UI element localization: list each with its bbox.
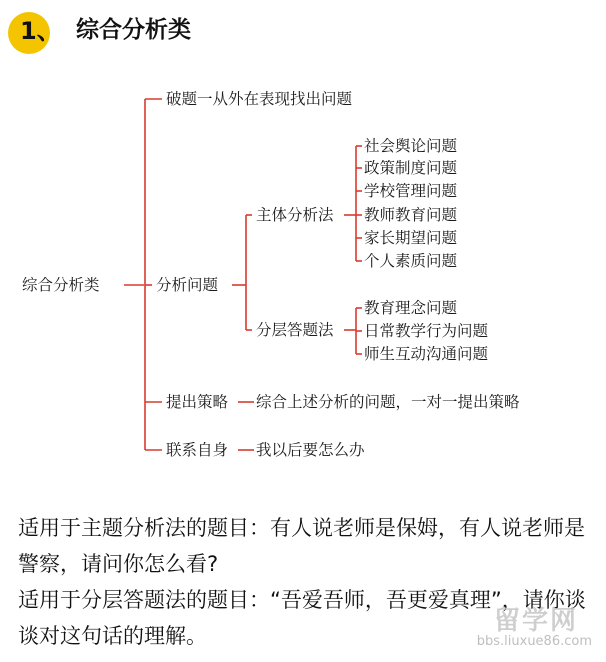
strategy-detail: 综合上述分析的问题，一对一提出策略 xyxy=(256,393,520,411)
branch-relate-self: 联系自身 xyxy=(166,441,229,459)
method-subject-analysis: 主体分析法 xyxy=(256,206,334,224)
watermark-url: bbs.liuxue86.com xyxy=(476,634,592,649)
item-school-management: 学校管理问题 xyxy=(364,182,458,200)
item-teacher-education: 教师教育问题 xyxy=(364,206,458,224)
branch-analyze-problems: 分析问题 xyxy=(156,276,219,294)
item-social-opinion: 社会舆论问题 xyxy=(364,137,458,155)
watermark xyxy=(428,596,598,656)
item-education-concept: 教育理念问题 xyxy=(364,299,458,317)
paragraph-layered-answer: 适用于分层答题法的题目：“吾爱吾师，吾更爱真理”，请你谈谈对这句话的理解。 xyxy=(18,588,586,648)
mind-map xyxy=(0,70,606,470)
watermark-text: 留学网 xyxy=(493,606,578,636)
item-parent-expectation: 家长期望问题 xyxy=(364,229,458,247)
paragraph-subject-analysis: 适用于主题分析法的题目：有人说老师是保姆，有人说老师是警察，请问你怎么看? xyxy=(18,516,585,576)
branch-propose-strategy: 提出策略 xyxy=(166,393,229,411)
item-personal-quality: 个人素质问题 xyxy=(364,252,458,270)
branch-breaking-topic: 破题一从外在表现找出问题 xyxy=(166,90,353,108)
method-layered-answer: 分层答题法 xyxy=(256,321,334,339)
section-header xyxy=(0,0,606,70)
relate-self-detail: 我以后要怎么办 xyxy=(256,441,365,459)
root-node: 综合分析类 xyxy=(22,276,100,294)
item-policy-system: 政策制度问题 xyxy=(364,159,458,177)
section-title: 综合分析类 xyxy=(76,17,191,43)
section-number: 1、 xyxy=(20,17,61,45)
item-daily-teaching: 日常教学行为问题 xyxy=(364,322,489,340)
item-teacher-student-interaction: 师生互动沟通问题 xyxy=(364,345,489,363)
